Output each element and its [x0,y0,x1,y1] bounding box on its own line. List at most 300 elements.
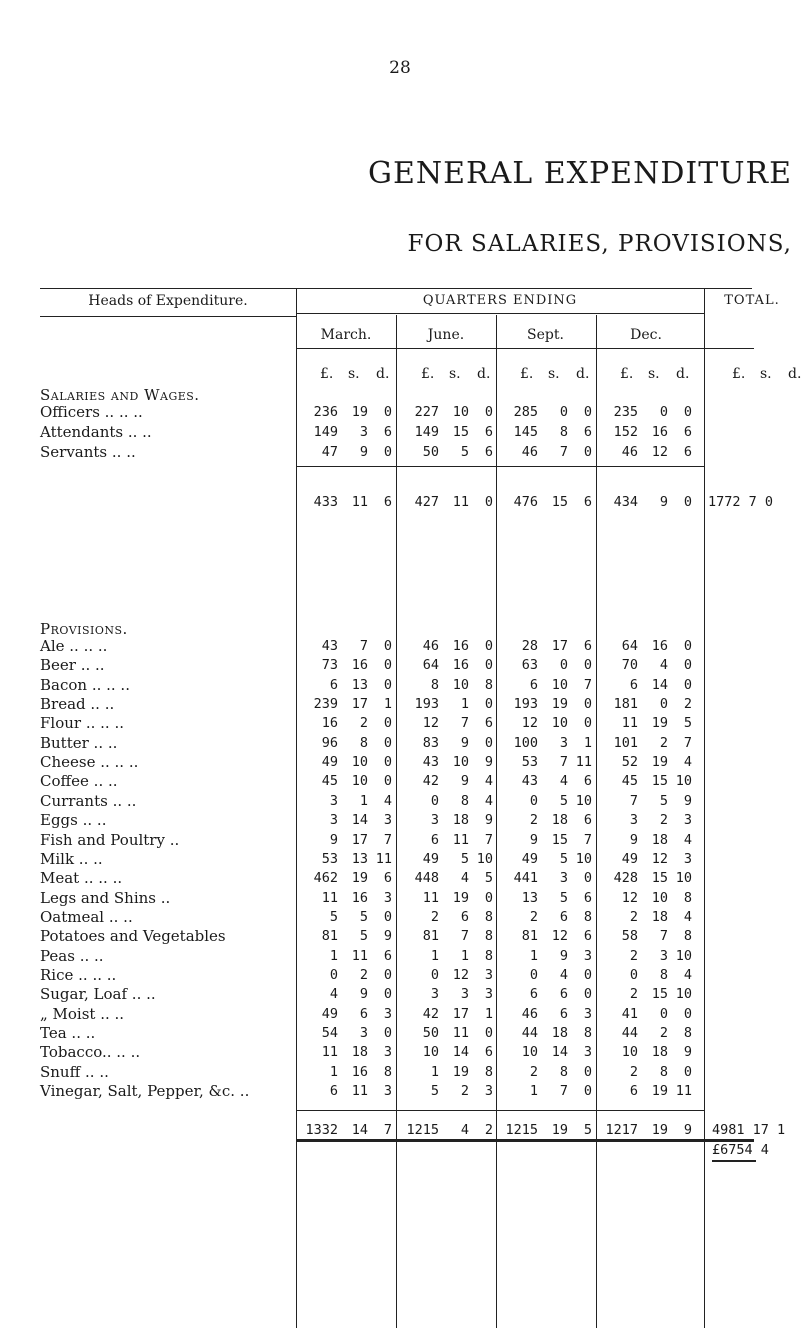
provision-cell: 6 [559,909,568,925]
salaries-section-title: Salaries and Wages. [40,386,200,404]
provision-cell: 10 [351,754,368,770]
provision-cell: 46 [422,638,439,654]
salary-cell: 0 [484,404,493,420]
provision-cell: 3 [659,948,668,964]
provision-cell: 6 [383,948,392,964]
provision-cell: 0 [383,773,392,789]
provision-cell: 0 [583,696,592,712]
provision-cell: 19 [351,870,368,886]
salary-cell: 47 [321,444,338,460]
provisions-subtotal-cell: 19 [551,1122,568,1138]
provision-cell: 2 [629,909,638,925]
provision-cell: 4 [484,773,493,789]
provision-cell: 193 [513,696,538,712]
provision-cell: 10 [675,986,692,1002]
provisions-subtotal-cell: 1332 [305,1122,338,1138]
provision-cell: 462 [313,870,338,886]
provision-cell: 17 [351,696,368,712]
provision-cell: 0 [583,657,592,673]
provision-cell: 53 [521,754,538,770]
provision-cell: 2 [629,986,638,1002]
provision-cell: 2 [659,812,668,828]
provision-cell: 1 [359,793,368,809]
provision-cell: 428 [613,870,638,886]
provision-cell: 15 [651,773,668,789]
salary-cell: 46 [521,444,538,460]
provision-cell: 5 [559,890,568,906]
provision-cell: 11 [321,890,338,906]
unit-label: £. [320,366,334,382]
provision-cell: 0 [683,677,692,693]
provision-cell: 0 [583,1064,592,1080]
provision-cell: 18 [551,1025,568,1041]
provisions-subtotal-cell: 1215 [505,1122,538,1138]
provision-cell: 10 [575,851,592,867]
unit-label: £. [421,366,435,382]
provision-cell: 9 [529,832,538,848]
provision-cell: 8 [683,1025,692,1041]
salary-cell: 285 [513,404,538,420]
provision-cell: 11 [351,948,368,964]
provision-cell: 5 [659,793,668,809]
salaries-subtotal-cell: 15 [551,494,568,510]
provision-cell: 16 [351,1064,368,1080]
provisions-section-title: Provisions. [40,620,128,638]
provision-cell: 0 [383,735,392,751]
provision-cell: 70 [621,657,638,673]
provision-cell: 18 [351,1044,368,1060]
provision-cell: 11 [452,832,469,848]
provision-cell: 8 [559,1064,568,1080]
salary-cell: 6 [583,424,592,440]
provision-cell: 18 [651,909,668,925]
provision-cell: 7 [460,928,469,944]
provision-cell: 0 [329,967,338,983]
provision-row-label: Flour .. .. .. [40,714,124,732]
provision-cell: 6 [329,1083,338,1099]
provision-cell: 58 [621,928,638,944]
provisions-subtotal-cell: 1217 [605,1122,638,1138]
provision-cell: 3 [484,967,493,983]
provision-cell: 239 [313,696,338,712]
provision-cell: 10 [351,773,368,789]
quarter-header-0: March. [320,327,372,343]
provision-cell: 11 [321,1044,338,1060]
provision-cell: 0 [484,735,493,751]
provision-row-label: Tea .. .. [40,1024,96,1042]
provision-cell: 1 [484,1006,493,1022]
provision-cell: 16 [351,657,368,673]
provision-cell: 5 [359,909,368,925]
provision-cell: 13 [521,890,538,906]
provision-cell: 18 [551,812,568,828]
provision-cell: 448 [414,870,439,886]
provision-cell: 6 [529,677,538,693]
salary-cell: 12 [651,444,668,460]
provision-cell: 12 [422,715,439,731]
provision-cell: 6 [359,1006,368,1022]
provision-cell: 0 [484,890,493,906]
provision-cell: 10 [521,1044,538,1060]
provision-cell: 0 [383,754,392,770]
provision-cell: 8 [484,928,493,944]
provision-cell: 4 [559,967,568,983]
provision-cell: 9 [484,754,493,770]
provision-cell: 96 [321,735,338,751]
quarter-header-1: June. [427,327,465,343]
provision-cell: 3 [484,986,493,1002]
provision-cell: 73 [321,657,338,673]
provision-cell: 6 [529,986,538,1002]
provision-cell: 81 [521,928,538,944]
provision-cell: 6 [430,832,439,848]
provision-cell: 0 [559,657,568,673]
provision-cell: 2 [460,1083,469,1099]
provision-cell: 8 [484,948,493,964]
provision-cell: 12 [651,851,668,867]
provision-cell: 4 [683,909,692,925]
provision-cell: 11 [422,890,439,906]
provision-cell: 0 [583,967,592,983]
provision-row-label: Eggs .. .. [40,811,107,829]
provision-cell: 3 [383,1083,392,1099]
unit-label: £. [620,366,634,382]
provision-cell: 19 [651,1083,668,1099]
provision-cell: 2 [430,909,439,925]
provision-cell: 0 [583,986,592,1002]
salaries-subtotal-cell: 9 [659,494,668,510]
provision-cell: 7 [359,638,368,654]
provision-row-label: Bread .. .. [40,695,115,713]
provision-cell: 14 [551,1044,568,1060]
provision-cell: 6 [329,677,338,693]
provision-cell: 9 [329,832,338,848]
provision-cell: 5 [559,851,568,867]
provision-cell: 6 [583,890,592,906]
provision-cell: 9 [359,986,368,1002]
provision-cell: 2 [359,967,368,983]
provision-row-label: Milk .. .. [40,850,103,868]
unit-label: £. [520,366,534,382]
salary-cell: 6 [383,424,392,440]
provision-cell: 42 [422,773,439,789]
provision-cell: 8 [659,967,668,983]
provision-row-label: Cheese .. .. .. [40,753,139,771]
page-title: GENERAL EXPENDITURE [368,156,792,191]
provision-cell: 8 [484,1064,493,1080]
provision-cell: 1 [383,696,392,712]
provision-cell: 45 [621,773,638,789]
salary-cell: 0 [659,404,668,420]
salaries-subtotal-cell: 476 [513,494,538,510]
provision-cell: 6 [559,1006,568,1022]
provision-cell: 101 [613,735,638,751]
provision-cell: 7 [583,832,592,848]
salary-cell: 152 [613,424,638,440]
provision-cell: 44 [621,1025,638,1041]
salaries-subtotal-cell: 0 [683,494,692,510]
provision-row-label: Currants .. .. [40,792,137,810]
provision-cell: 14 [651,677,668,693]
unit-label: £. [732,366,746,382]
provision-row-label: Ale .. .. .. [40,637,108,655]
provision-cell: 18 [651,832,668,848]
provision-cell: 3 [583,948,592,964]
provision-cell: 11 [621,715,638,731]
provision-cell: 8 [383,1064,392,1080]
provision-cell: 64 [621,638,638,654]
salary-cell: 16 [651,424,668,440]
provision-cell: 14 [452,1044,469,1060]
quarters-rule [296,313,704,314]
provision-cell: 1 [329,1064,338,1080]
provision-row-label: Rice .. .. .. [40,966,117,984]
provision-cell: 0 [383,657,392,673]
provision-cell: 9 [484,812,493,828]
provision-cell: 52 [621,754,638,770]
provision-cell: 43 [422,754,439,770]
salary-cell: 0 [383,404,392,420]
provision-cell: 0 [529,967,538,983]
provision-cell: 3 [460,986,469,1002]
provision-cell: 49 [321,754,338,770]
salary-cell: 5 [460,444,469,460]
provision-cell: 3 [383,812,392,828]
provision-cell: 2 [659,735,668,751]
provision-cell: 4 [383,793,392,809]
salary-cell: 50 [422,444,439,460]
provision-cell: 6 [383,870,392,886]
quarter-header-2: Sept. [527,327,564,343]
provision-cell: 9 [460,773,469,789]
provision-cell: 4 [659,657,668,673]
provision-cell: 63 [521,657,538,673]
provision-cell: 9 [460,735,469,751]
provision-cell: 1 [583,735,592,751]
salary-row-label: Officers .. .. .. [40,403,143,421]
provision-cell: 7 [629,793,638,809]
provision-cell: 81 [321,928,338,944]
provision-row-label: Oatmeal .. .. [40,908,133,926]
salary-cell: 9 [359,444,368,460]
provision-cell: 0 [659,1006,668,1022]
provision-cell: 7 [659,928,668,944]
provision-cell: 7 [583,677,592,693]
provision-cell: 17 [551,638,568,654]
provision-row-label: Coffee .. .. [40,772,118,790]
provision-row-label: Bacon .. .. .. [40,676,130,694]
provision-cell: 0 [629,967,638,983]
provision-cell: 44 [521,1025,538,1041]
unit-label: d. [477,366,491,382]
provision-cell: 43 [521,773,538,789]
salary-cell: 0 [559,404,568,420]
provision-cell: 3 [383,1044,392,1060]
salary-cell: 6 [683,444,692,460]
salaries-subtotal-cell: 11 [452,494,469,510]
salary-cell: 10 [452,404,469,420]
provision-cell: 10 [575,793,592,809]
provision-cell: 4 [683,832,692,848]
provision-cell: 6 [583,812,592,828]
salary-cell: 227 [414,404,439,420]
provision-cell: 19 [651,754,668,770]
provision-cell: 193 [414,696,439,712]
header-bottom-rule-left [40,316,296,317]
provision-cell: 9 [683,1044,692,1060]
bottom-thick-rule [296,1139,754,1142]
salaries-subtotal-cell: 433 [313,494,338,510]
provision-cell: 1 [460,696,469,712]
provision-cell: 4 [559,773,568,789]
provision-cell: 5 [683,715,692,731]
provision-cell: 10 [452,754,469,770]
provision-cell: 13 [351,677,368,693]
provision-cell: 11 [452,1025,469,1041]
salary-cell: 6 [484,424,493,440]
provision-cell: 11 [575,754,592,770]
provision-cell: 3 [583,1006,592,1022]
provision-cell: 19 [551,696,568,712]
salary-cell: 46 [621,444,638,460]
provision-cell: 8 [430,677,439,693]
salary-cell: 149 [414,424,439,440]
provision-cell: 6 [629,1083,638,1099]
provision-cell: 4 [484,793,493,809]
salary-cell: 15 [452,424,469,440]
page-subtitle: FOR SALARIES, PROVISIONS, [407,231,792,257]
provision-cell: 1 [529,948,538,964]
unit-label: s. [348,366,360,382]
provision-cell: 0 [484,657,493,673]
provision-cell: 15 [651,870,668,886]
provisions-subtotal-cell: 5 [583,1122,592,1138]
provision-cell: 0 [484,1025,493,1041]
table-top-rule [40,288,752,289]
provision-cell: 54 [321,1025,338,1041]
provision-cell: 3 [559,735,568,751]
provision-cell: 6 [629,677,638,693]
provision-cell: 4 [329,986,338,1002]
provision-cell: 6 [559,986,568,1002]
provision-cell: 16 [651,638,668,654]
provision-cell: 0 [683,657,692,673]
provision-cell: 6 [583,928,592,944]
provision-cell: 16 [452,657,469,673]
provision-cell: 3 [484,1083,493,1099]
provision-cell: 7 [460,715,469,731]
provision-cell: 8 [583,1025,592,1041]
provision-cell: 10 [675,773,692,789]
unit-label: d. [376,366,390,382]
col-divider-1 [296,288,297,1328]
provision-row-label: Sugar, Loaf .. .. [40,985,156,1003]
provision-cell: 12 [621,890,638,906]
provision-cell: 3 [559,870,568,886]
col-divider-5 [704,288,705,1328]
provisions-subtotal-cell: 14 [351,1122,368,1138]
provision-cell: 0 [583,715,592,731]
provision-cell: 0 [484,696,493,712]
provision-cell: 6 [484,1044,493,1060]
provision-row-label: Vinegar, Salt, Pepper, &c. .. [40,1082,250,1100]
salary-cell: 0 [583,444,592,460]
salary-row-label: Servants .. .. [40,443,136,461]
provision-cell: 2 [529,909,538,925]
header-bottom-rule [296,348,754,349]
provision-cell: 2 [659,1025,668,1041]
provision-cell: 49 [621,851,638,867]
provision-cell: 2 [629,948,638,964]
provision-cell: 8 [683,928,692,944]
provision-cell: 7 [383,832,392,848]
heads-header: Heads of Expenditure. [88,293,248,309]
salaries-subtotal-cell: 434 [613,494,638,510]
salaries-subtotal-cell: 427 [414,494,439,510]
provision-cell: 1 [430,948,439,964]
provision-cell: 3 [383,890,392,906]
provision-cell: 9 [683,793,692,809]
provision-cell: 16 [321,715,338,731]
provision-cell: 3 [359,1025,368,1041]
provision-cell: 15 [551,832,568,848]
provision-cell: 3 [683,812,692,828]
provision-row-label: Peas .. .. [40,947,104,965]
provision-cell: 6 [484,715,493,731]
page-number: 28 [389,58,411,78]
salary-cell: 0 [383,444,392,460]
provision-cell: 3 [583,1044,592,1060]
provision-cell: 49 [521,851,538,867]
provision-cell: 10 [621,1044,638,1060]
provision-cell: 4 [683,967,692,983]
provision-cell: 0 [383,715,392,731]
salary-cell: 145 [513,424,538,440]
unit-label: s. [760,366,772,382]
provision-cell: 3 [430,986,439,1002]
provision-cell: 10 [675,870,692,886]
provision-cell: 1 [529,1083,538,1099]
provision-cell: 19 [452,1064,469,1080]
salaries-subtotal-cell: 11 [351,494,368,510]
provision-cell: 0 [383,1025,392,1041]
provision-cell: 7 [683,735,692,751]
provision-row-label: Fish and Poultry .. [40,831,180,849]
provision-cell: 10 [452,677,469,693]
provision-cell: 0 [583,1083,592,1099]
provision-cell: 1 [329,948,338,964]
unit-label: d. [576,366,590,382]
provision-cell: 81 [422,928,439,944]
provisions-total: 4981 17 1 [712,1122,786,1138]
provision-cell: 3 [683,851,692,867]
provision-cell: 18 [452,812,469,828]
provision-cell: 0 [683,1006,692,1022]
salary-cell: 6 [683,424,692,440]
provision-cell: 5 [559,793,568,809]
provision-cell: 9 [559,948,568,964]
total-header: TOTAL. [724,293,780,308]
salary-row-label: Attendants .. .. [40,423,152,441]
provisions-subtotal-cell: 1215 [406,1122,439,1138]
provision-cell: 5 [430,1083,439,1099]
provision-cell: 3 [329,793,338,809]
provision-cell: 1 [460,948,469,964]
provision-cell: 11 [375,851,392,867]
provision-cell: 0 [383,638,392,654]
provision-cell: 0 [484,638,493,654]
provisions-subtotal-cell: 19 [651,1122,668,1138]
